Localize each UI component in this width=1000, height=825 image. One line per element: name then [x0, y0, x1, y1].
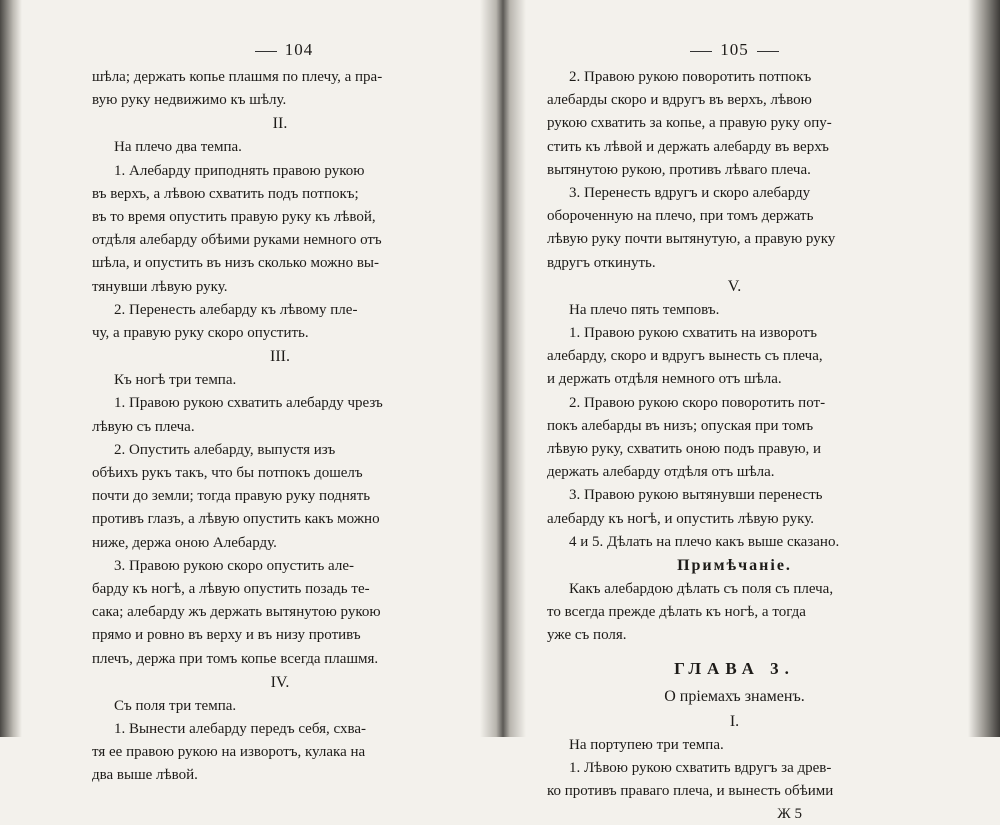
text-line: отдѣля алебарду обѣими руками немного отъ	[92, 232, 382, 249]
left-page-body	[92, 66, 468, 788]
text-line: сака; алебарду жъ держать вытянутою рукою	[92, 604, 381, 621]
text-line: 1. Алебарду приподнять правою рукою	[114, 162, 365, 179]
text-line: Какъ алебардою дѣлать съ поля съ плеча,	[569, 581, 834, 598]
text-line: На плечо пять темповъ.	[569, 301, 720, 318]
section-number: I.	[729, 712, 740, 730]
text-line: и держать отдѣля немного отъ шѣла.	[547, 371, 782, 388]
text-line: 1. Правою рукою схватить на изворотъ	[569, 325, 818, 342]
text-line: 3. Правою рукою вытянувши перенесть	[569, 487, 823, 504]
text-line: алебарду, скоро и вдругъ вынесть съ плеча,	[547, 348, 823, 365]
section-number: IV.	[270, 673, 290, 691]
text-line: алебарды скоро и вдругъ въ верхъ, лѣвою	[547, 92, 812, 109]
text-line: лѣвую руку почти вытянутую, а правую руку	[547, 231, 836, 248]
text-line: въ то время опустить правую руку къ лѣвой,	[92, 209, 376, 226]
text-line: обѣихъ рукъ такъ, что бы потпокъ дошелъ	[92, 465, 363, 482]
text-line: рукою схватить за копье, а правую руку опу-	[547, 115, 832, 132]
note-heading: Примѣчаніе.	[677, 557, 792, 575]
right-page-header	[547, 40, 922, 66]
text-line: тя ее правою рукою на изворотъ, кулака на	[92, 744, 366, 761]
text-line: вую руку недвижимо къ шѣлу.	[92, 92, 287, 109]
text-line: 2. Опустить алебарду, выпуcтя изъ	[114, 441, 336, 458]
text-line: противъ глазъ, а лѣвую опустить какъ можно	[92, 511, 380, 528]
text-line: ниже, держа оною Алебарду.	[92, 534, 277, 551]
right-page	[547, 40, 922, 825]
text-line: Съ поля три темпа.	[114, 697, 237, 714]
section-number: III.	[270, 348, 290, 366]
text-line: почти до земли; тогда правую руку поднять	[92, 488, 371, 505]
header-dash	[757, 51, 779, 52]
text-line: 1. Правою рукою схватить алебарду чрезъ	[114, 395, 383, 412]
text-line: покъ алебарды въ низъ; опуская при томъ	[547, 417, 814, 434]
text-line: держать алебарду отдѣля отъ шѣла.	[547, 464, 775, 481]
text-line: шѣла; держать копье плашмя по плечу, а пра-	[92, 69, 383, 85]
right-book-edge	[968, 0, 1000, 737]
left-page-header	[92, 40, 468, 66]
text-line: шѣла, и опустить въ низъ сколько можно вы-	[92, 255, 379, 272]
header-dash	[690, 51, 712, 52]
text-line: прямо и ровно въ верху и въ низу противъ	[92, 627, 361, 644]
text-line: 3. Перенесть вдругъ и скоро алебарду	[569, 185, 811, 202]
book-gutter	[480, 0, 526, 737]
chapter-heading: ГЛАВА 3.	[674, 658, 795, 678]
text-line: два выше лѣвой.	[92, 767, 198, 784]
header-dash	[255, 51, 277, 52]
right-page-body	[547, 66, 922, 803]
left-page	[92, 40, 468, 788]
text-line: 2. Перенесть алебарду къ лѣвому пле-	[114, 301, 358, 318]
text-line: въ верхъ, а лѣвою схватить подъ потпокъ;	[92, 185, 359, 202]
text-line: вдругъ откинуть.	[547, 254, 656, 271]
text-line: 2. Правою рукою скоро поворотить пот-	[569, 394, 826, 411]
text-line: стить къ лѣвой и держать алебарду въ верхъ	[547, 138, 829, 155]
text-line: лѣвую съ плеча.	[92, 418, 195, 435]
section-number: V.	[727, 277, 742, 295]
text-line: 4 и 5. Дѣлать на плечо какъ выше сказано.	[569, 533, 840, 550]
left-book-edge	[0, 0, 22, 737]
text-line: Къ ногѣ три темпа.	[114, 372, 237, 389]
text-line: то всегда прежде дѣлать къ ногѣ, а тогда	[547, 604, 806, 621]
text-line: 1. Лѣвою рукою схватить вдругъ за древ-	[569, 759, 832, 776]
text-line: 1. Вынести алебарду передъ себя, схва-	[114, 721, 366, 738]
text-line: вытянутою рукою, противъ лѣваго плеча.	[547, 161, 811, 178]
text-line: плечъ, держа при томъ копье всегда плашмя.	[92, 650, 379, 667]
text-line: тянувши лѣвую руку.	[92, 278, 228, 295]
section-number: II.	[272, 115, 288, 133]
text-line: На портупею три темпа.	[569, 736, 724, 753]
text-line: ко противъ праваго плеча, и вынесть обѣими	[547, 783, 834, 800]
text-line: чу, а правую руку скоро опустить.	[92, 325, 309, 342]
text-line: 2. Правою рукою поворотить потпокъ	[569, 69, 812, 85]
left-page-number: 104	[284, 40, 314, 59]
text-line: лѣвую руку, схватить оною подъ правую, и	[547, 441, 822, 458]
text-line: уже съ поля.	[547, 627, 627, 644]
text-line: алебарду къ ногѣ, и опустить лѣвую руку.	[547, 510, 814, 527]
text-line: барду къ ногѣ, а лѣвую опустить позадь те-	[92, 581, 370, 598]
signature-mark: Ж 5	[777, 806, 802, 823]
chapter-subtitle: О пріемахъ знаменъ.	[664, 687, 805, 705]
right-page-number: 105	[720, 40, 749, 59]
text-line: На плечо два темпа.	[114, 139, 242, 156]
text-line: 3. Правою рукою скоро опустить але-	[114, 557, 354, 574]
text-line: обороченную на плечо, при томъ держать	[547, 208, 814, 225]
